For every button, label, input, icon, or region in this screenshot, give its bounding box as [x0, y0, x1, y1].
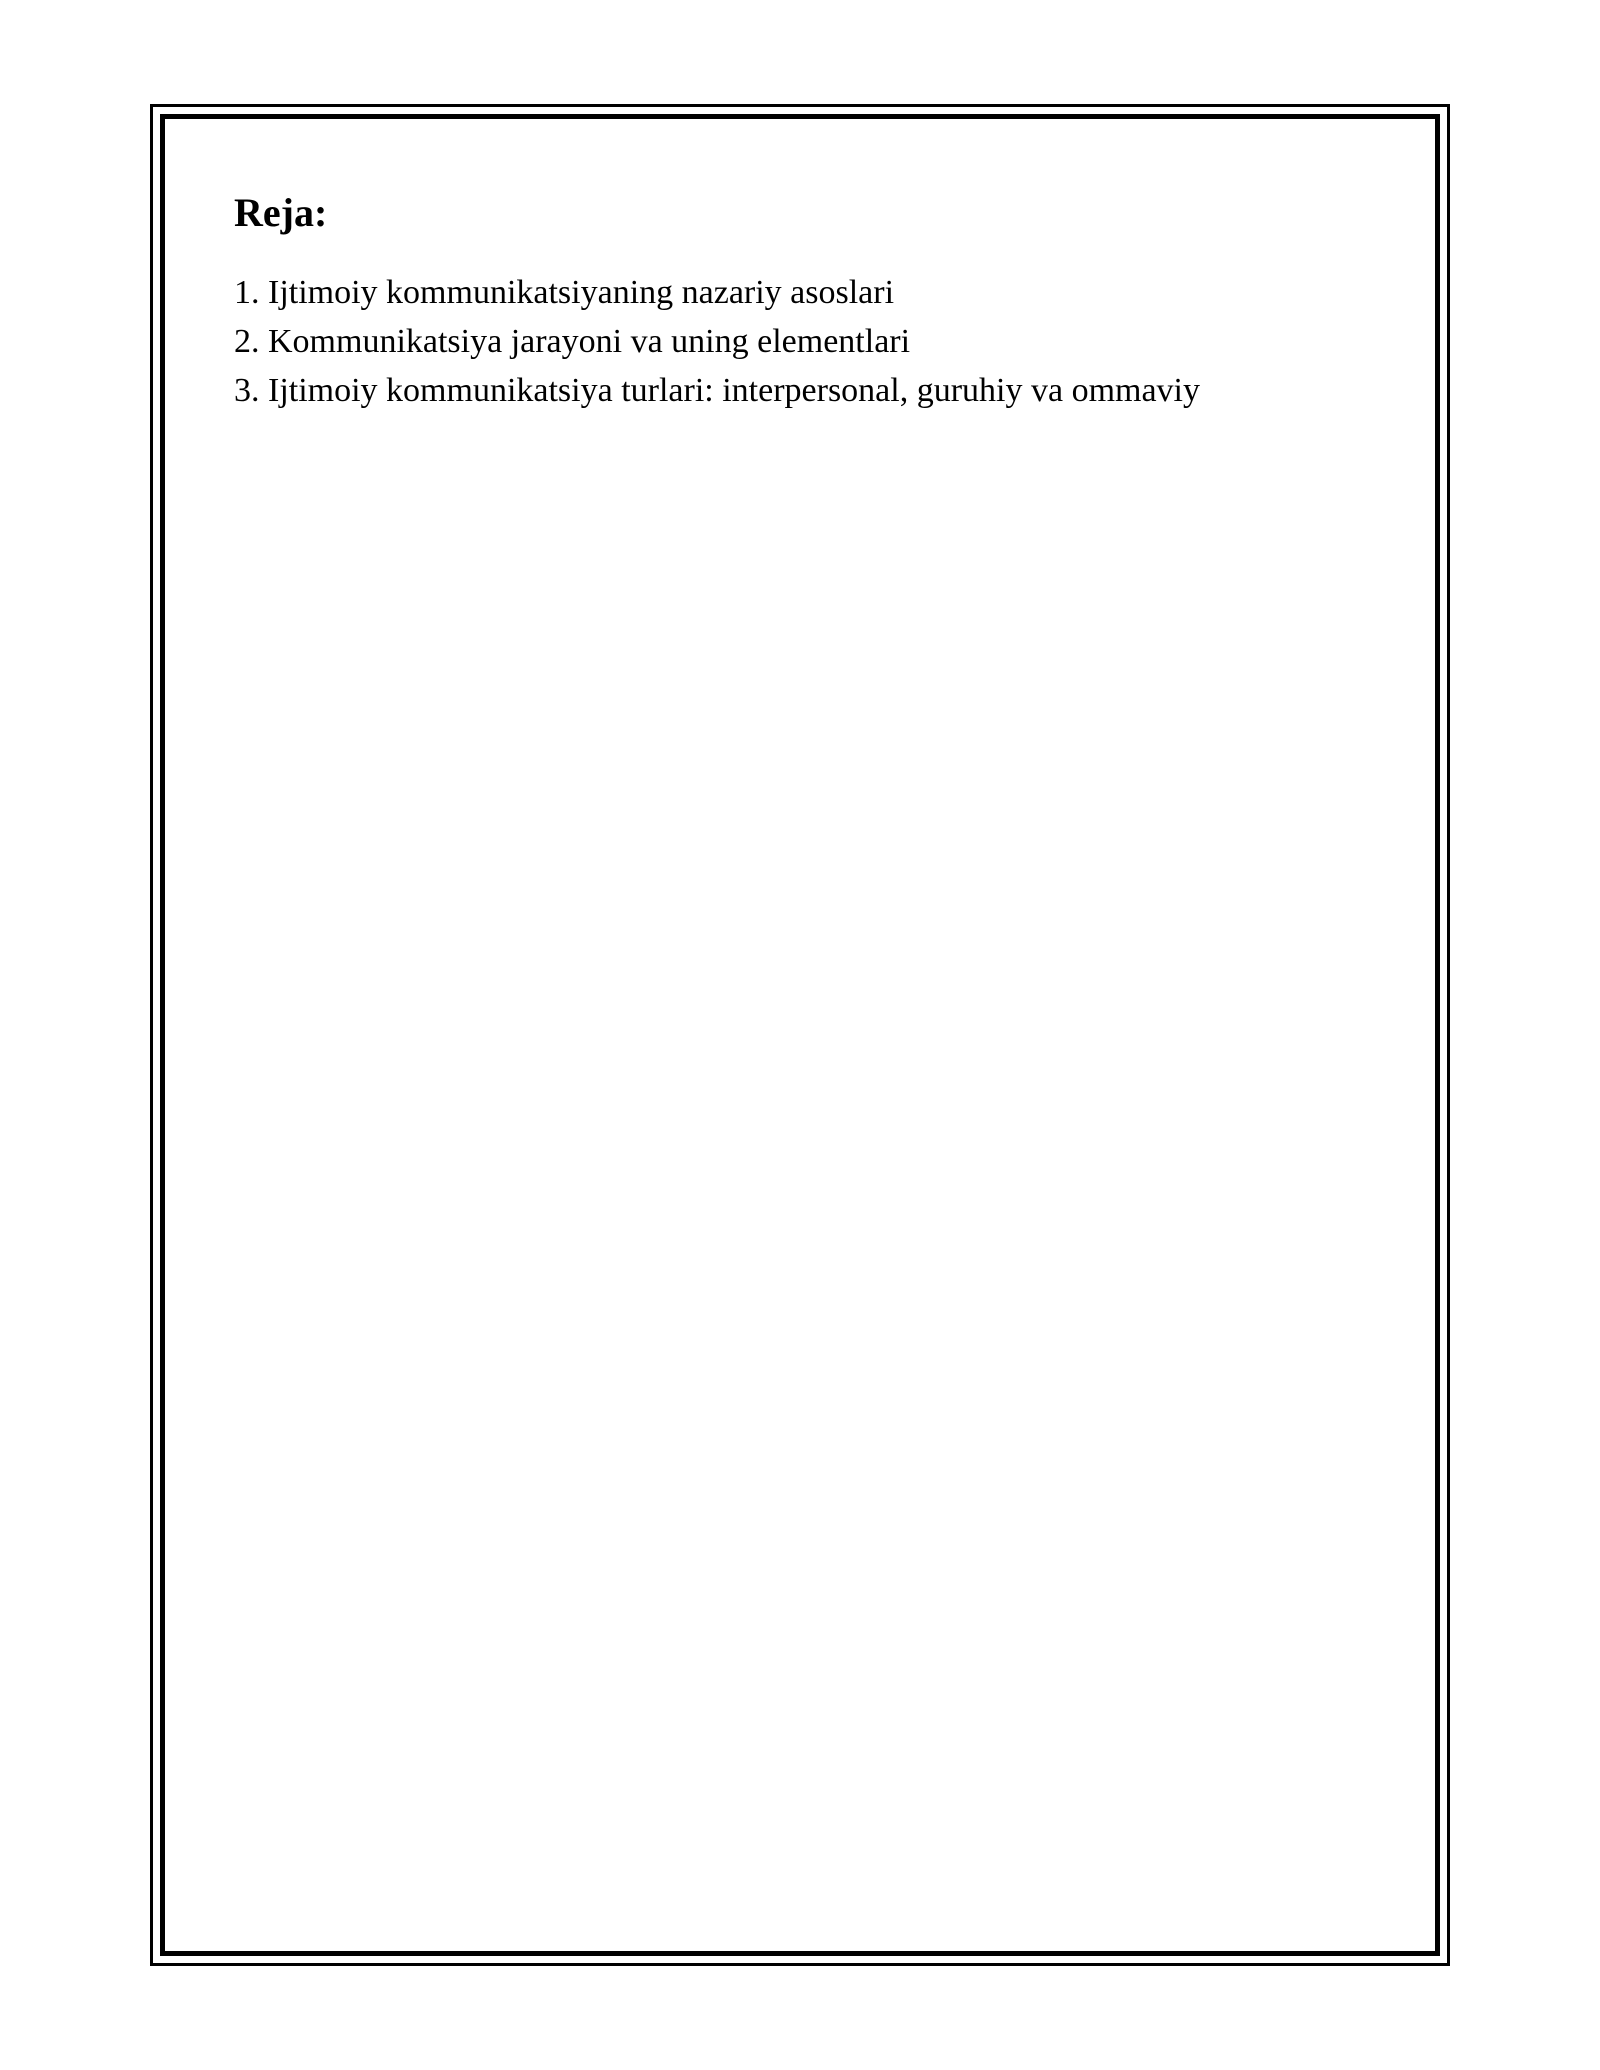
plan-item-number: 3. [234, 372, 260, 409]
plan-item-number: 1. [234, 274, 260, 311]
plan-heading: Reja: [234, 190, 328, 235]
plan-item-text: Ijtimoiy kommunikatsiya turlari: interpersonal, guruhiy va ommaviy [268, 372, 1200, 409]
plan-item-text: Kommunikatsiya jarayoni va uning elementlari [268, 323, 911, 360]
plan-item-3 [234, 366, 1200, 415]
plan-item-number: 2. [234, 323, 260, 360]
plan-list [234, 268, 1200, 415]
plan-item-text: Ijtimoiy kommunikatsiyaning nazariy asoslari [268, 274, 895, 311]
plan-item-2 [234, 317, 1200, 366]
plan-item-1 [234, 268, 1200, 317]
